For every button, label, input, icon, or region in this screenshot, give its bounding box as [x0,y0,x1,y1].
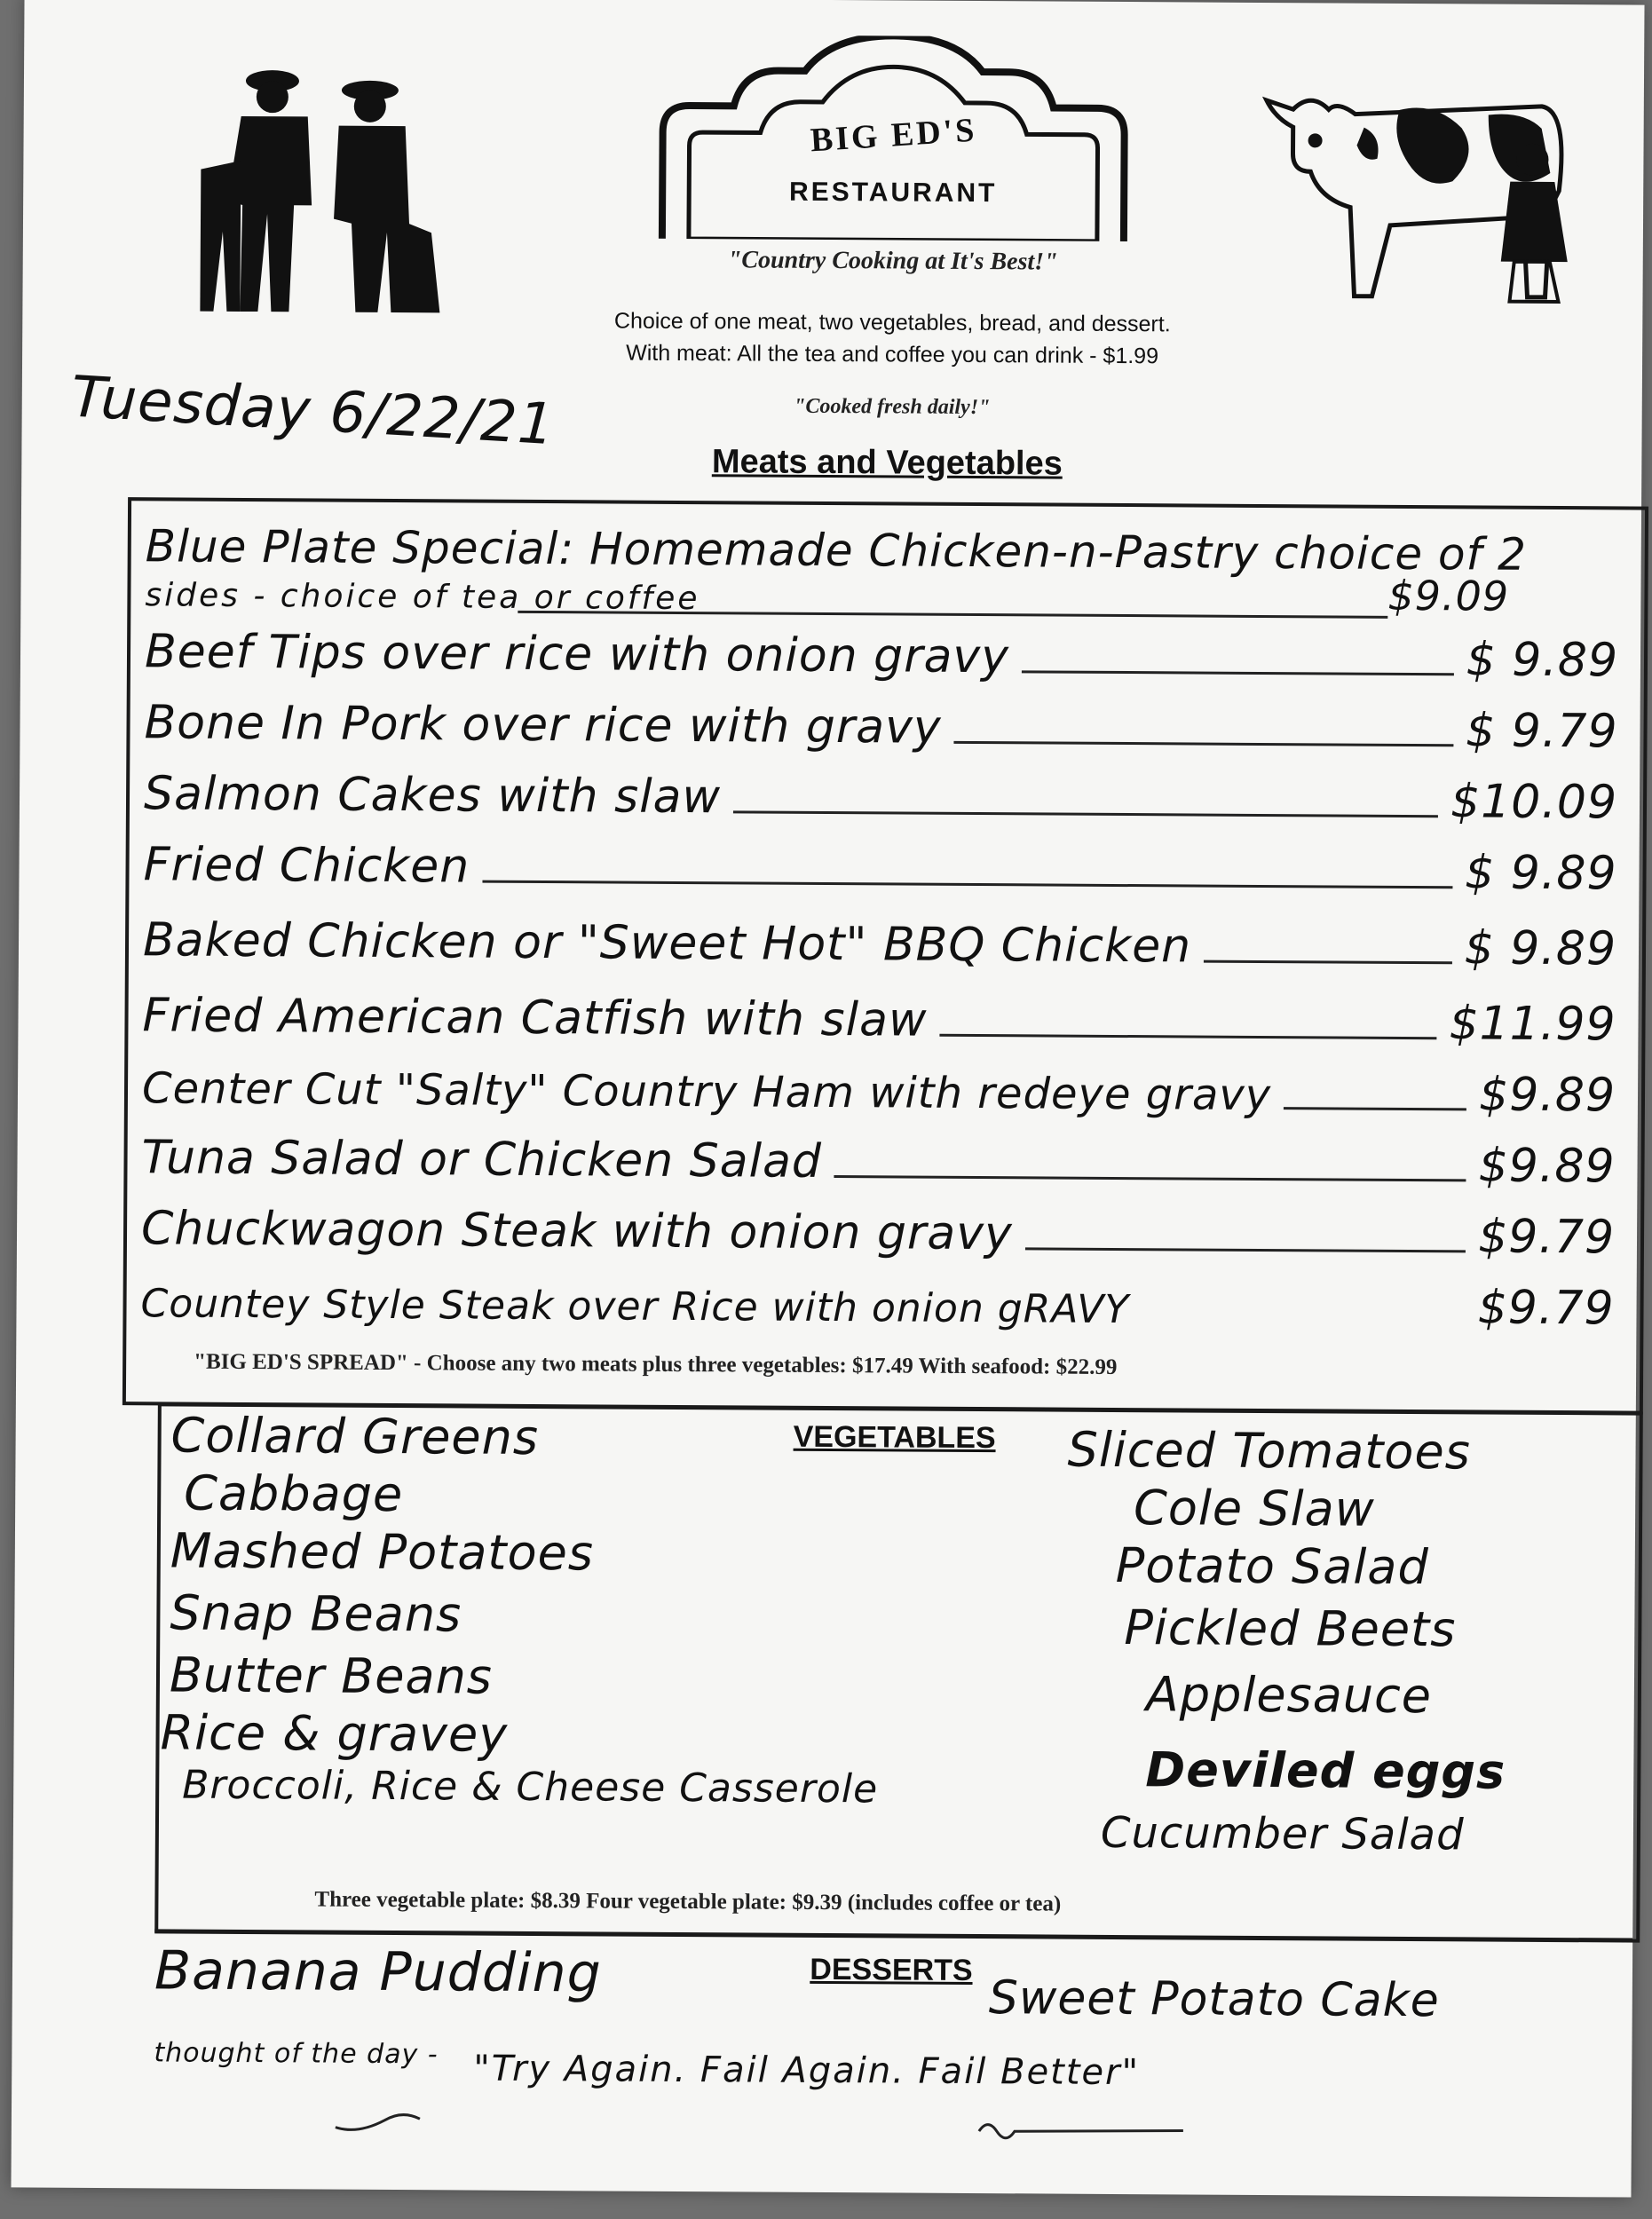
meat-name: Countey Style Steak over Rice with onion gRAVY [140,1281,1130,1333]
restaurant-name: BIG ED'S [809,111,978,160]
meat-row-9 [141,1198,1615,1264]
veg-item-right: Cole Slaw [1133,1480,1376,1537]
squiggle-mark-icon [970,2113,1201,2151]
meat-price: $9.79 [1477,1210,1616,1265]
meat-price: $9.79 [1477,1281,1615,1336]
thought-of-the-day-quote: "Try Again. Fail Again. Fail Better" [473,2048,1141,2094]
meat-row-4 [143,834,1616,900]
meat-price: $9.89 [1478,1139,1616,1194]
dessert-item: Banana Pudding [154,1939,602,2005]
meat-row-5 [143,910,1616,975]
menu-date: Tuesday 6/22/21 [69,364,557,459]
meat-name: Chuckwagon Steak with onion gravy [140,1202,1013,1261]
meat-row-1 [145,621,1618,687]
menu-sheet [11,0,1644,2198]
meat-row-7 [142,1056,1616,1122]
dotted-leader [1204,959,1452,965]
meat-name: Fried Chicken [143,838,470,894]
dotted-leader [733,809,1438,817]
meat-row-8 [141,1127,1615,1193]
meat-price: $ 9.89 [1466,633,1619,688]
meat-price: $ 9.79 [1465,704,1618,759]
meats-heading: Meats and Vegetables [711,443,1063,483]
meal-description-line-2: With meat: All the tea and coffee you can drink - $1.99 [626,340,1159,369]
meat-row-2 [144,692,1617,758]
veg-item-left: Butter Beans [169,1646,494,1705]
cow-milkmaid-icon [1256,74,1595,324]
meat-name: Bone In Pork over rice with gravy [144,696,942,754]
meat-price: $9.89 [1478,1068,1616,1123]
veg-item-right: Sliced Tomatoes [1067,1421,1472,1481]
meat-row-10 [140,1269,1614,1335]
veg-item-right: Cucumber Salad [1100,1807,1465,1860]
meat-row-3 [144,763,1617,829]
dotted-leader [1284,1106,1466,1110]
veg-item-right: Pickled Beets [1124,1599,1457,1658]
big-eds-spread: "BIG ED'S SPREAD" - Choose any two meats plus three vegetables: $17.49 With seafood: $22.99 [194,1349,1118,1379]
meat-name: Baked Chicken or "Sweet Hot" BBQ Chicken [142,913,1192,974]
veg-item-left: Cabbage [184,1465,404,1523]
special-name: Blue Plate Special: Homemade Chicken-n-Pastry choice of 2 [145,520,1528,580]
dessert-item: Sweet Potato Cake [988,1971,1440,2028]
veg-item-right: Potato Salad [1115,1536,1429,1596]
meat-name: Center Cut "Salty" Country Ham with redeye gravy [141,1063,1272,1121]
meal-description-line-1: Choice of one meat, two vegetables, bread, and dessert. [613,308,1171,337]
veg-item-left: Rice & gravey [160,1704,509,1763]
dotted-leader [482,880,1452,889]
meat-price: $11.99 [1449,997,1616,1052]
veg-item-right: Applesauce [1145,1666,1433,1725]
special-sides: sides - choice of tea or coffee [145,577,700,618]
meat-row-6 [142,985,1616,1051]
cooked-fresh-note: "Cooked fresh daily!" [794,394,991,420]
dotted-leader [939,1033,1436,1039]
vegetables-heading: VEGETABLES [793,1419,996,1456]
veg-item-left: Collard Greens [170,1407,540,1466]
veg-item-right: Deviled eggs [1145,1741,1506,1800]
veg-item-left: Mashed Potatoes [170,1522,595,1582]
scribble-mark-icon [331,2101,438,2137]
meat-name: Beef Tips over rice with onion gravy [144,625,1010,684]
farmers-silhouette-icon [186,54,481,322]
special-price: $9.09 [1387,571,1510,620]
dotted-leader [834,1174,1466,1181]
meat-price: $ 9.89 [1464,846,1617,901]
meat-price: $10.09 [1450,775,1618,830]
restaurant-subtitle: RESTAURANT [788,177,998,209]
vegetable-plate-prices: Three vegetable plate: $8.39 Four vegetable plate: $9.39 (includes coffee or tea) [314,1887,1062,1916]
dotted-leader [1022,669,1454,675]
veg-item-left: Broccoli, Rice & Cheese Casserole [182,1762,879,1812]
dotted-leader [953,740,1453,746]
meat-name: Salmon Cakes with slaw [143,767,722,825]
tagline: "Country Cooking at It's Best!" [727,246,1058,276]
meat-name: Fried American Catfish with slaw [142,989,928,1047]
dotted-leader [1025,1246,1466,1252]
meat-name: Tuna Salad or Chicken Salad [141,1131,823,1188]
thought-of-the-day-label: thought of the day - [154,2037,439,2071]
desserts-heading: DESSERTS [810,1952,973,1988]
meal-description [484,304,1300,374]
veg-item-left: Snap Beans [170,1584,462,1643]
meat-price: $ 9.89 [1464,921,1617,976]
